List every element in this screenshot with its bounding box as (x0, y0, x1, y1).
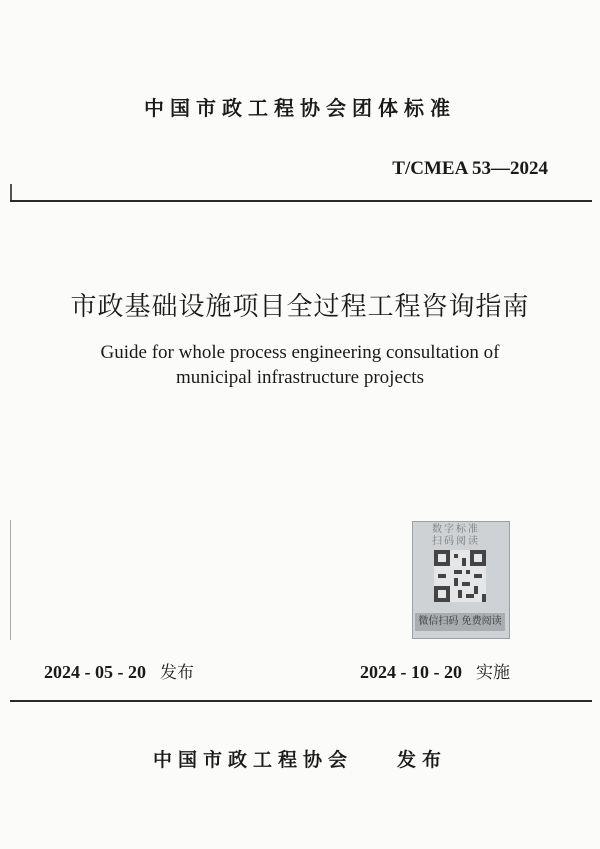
implement-date: 2024 - 10 - 20 (360, 662, 462, 682)
bottom-rule (10, 700, 592, 702)
top-rule (10, 200, 592, 202)
title-english-line1: Guide for whole process engineering consultation of (100, 342, 500, 363)
publisher-name: 中国市政工程协会 (152, 749, 353, 771)
qr-caption: 微信扫码 免费阅读 (415, 613, 505, 631)
title-chinese: 市政基础设施项目全过程工程咨询指南 (70, 292, 530, 322)
publisher-line (0, 745, 600, 772)
organization-standard-header: 中国市政工程协会团体标准 (144, 96, 456, 120)
title-english-line2: municipal infrastructure projects (176, 367, 424, 388)
standard-code: T/CMEA 53—2024 (392, 158, 548, 179)
publish-date-block (44, 658, 194, 683)
title-english (0, 340, 600, 390)
publish-date: 2024 - 05 - 20 (44, 662, 146, 682)
qr-top-text: 数字标准 扫码阅读 (432, 524, 480, 547)
qr-code-icon (434, 550, 486, 602)
publisher-verb: 发布 (397, 749, 448, 771)
implement-label: 实施 (476, 663, 510, 683)
publish-label: 发布 (160, 663, 194, 683)
implement-date-block (360, 658, 510, 683)
left-edge-mark (10, 520, 11, 640)
